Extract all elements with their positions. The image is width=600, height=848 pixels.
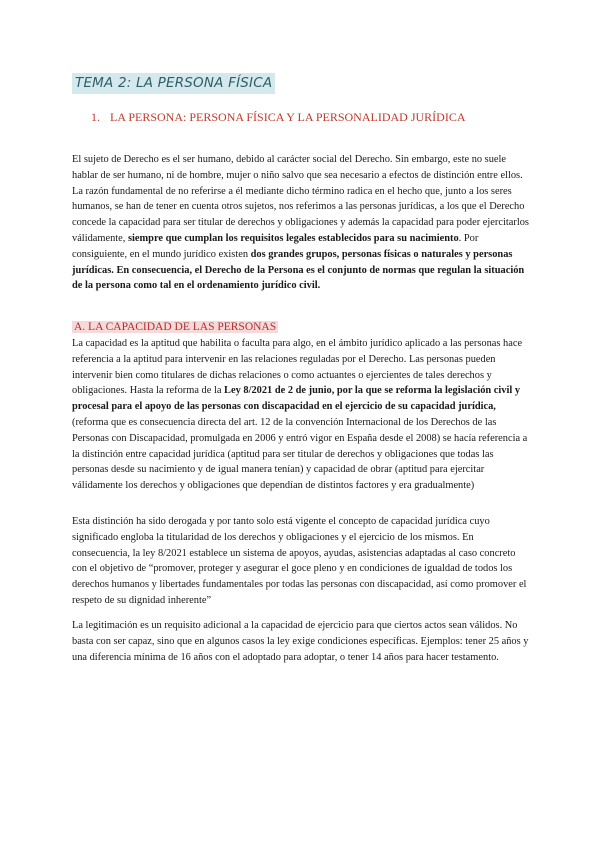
paragraph-text: La capacidad es la aptitud que habilita o faculta para algo, en el ámbito jurídico aplicado a las personas hace referencia a la aptitud para intervenir en las relaciones reguladas por el Derecho. Las personas pueden intervenir bien como titulares de dichas relaciones o como actuantes o ejercientes de tales derechos y obligaciones. Hasta la reforma de la — [72, 338, 523, 397]
bold-text: Ley 8/2021 de 2 de junio, por la que se reforma la legislación civil y procesal para el apoyo de las personas con discapacidad en el ejercicio de su capacidad jurídica, — [72, 385, 521, 413]
paragraph-text: (reforma que es consecuencia directa del art. 12 de la convención Internacional de los Derechos de las Personas con Discapacidad, promulgada en 2006 y entró vigor en España desde el 2008) se hacía referencia a la distinción entre capacidad jurídica (aptitud para ser titular de derechos y obligaciones que todas las personas desde su nacimiento y de igual manera tenían) y capacidad de obrar (aptitud para ejercitar válidamente los derechos y obligaciones que dependían de distintos factores y era gradualmente) — [72, 416, 528, 492]
paragraph-distincion: Esta distinción ha sido derogada y por tanto solo está vigente el concepto de capacidad jurídica cuyo significado engloba la titularidad de los derechos y obligaciones y el ejercicio de los mismos. En consecuencia, la ley 8/2021 establece un sistema de apoyos, ayudas, asistencias adaptadas al caso concreto con el objetivo de “promover, proteger y asegurar el goce pleno y en condiciones de igualdad de todos los derechos humanos y libertades fundamentales por todas las personas con discapacidad, así como promover el respeto de su dignidad inherente” — [72, 516, 527, 606]
paragraph-text: El sujeto de Derecho es el ser humano, debido al carácter social del Derecho. Sin embargo, este no suele hablar de ser humano, ni de hombre, mujer o niño salvo que sea necesario a efectos de distinción entre ellos. La razón fundamental de no referirse a él mediante dicho término radica en el hecho que, junto a los seres humanos, se han de tener en cuenta otros sujetos, nos referimos a las personas jurídicas, a los que el Derecho concede la capacidad para ser titular de derechos y obligaciones y además la capacidad para poder ejercitarlos válidamente, — [72, 154, 529, 244]
paragraph-sujeto-derecho — [72, 152, 532, 294]
bold-text: dos grandes grupos, personas físicas o naturales y personas jurídicas. En consecuencia, el Derecho de la Persona es el conjunto de normas que regulan la situación de la persona como tal en el ordenamiento jurídico civil. — [72, 248, 525, 292]
document-title: TEMA 2: LA PERSONA FÍSICA — [72, 73, 275, 94]
section-heading — [91, 110, 466, 125]
section-heading-text: LA PERSONA: PERSONA FÍSICA Y LA PERSONALIDAD JURÍDICA — [110, 110, 466, 124]
paragraph-legitimacion: La legitimación es un requisito adicional a la capacidad de ejercicio para que ciertos actos sean válidos. No basta con ser capaz, sino que en algunos casos la ley exige condiciones específicas. Ejemplos: tener 25 años y una diferencia mínima de 16 años con el adoptado para adoptar, o tener 14 años para hacer testamento. — [72, 620, 529, 663]
bold-text: siempre que cumplan los requisitos legales establecidos para su nacimiento — [127, 232, 459, 244]
paragraph-text: . Por consiguiente, en el mundo jurídico existen — [72, 232, 479, 260]
section-number: 1. — [91, 110, 100, 124]
paragraph-capacidad — [72, 336, 532, 494]
subsection-heading: A. LA CAPACIDAD DE LAS PERSONAS — [74, 321, 277, 333]
